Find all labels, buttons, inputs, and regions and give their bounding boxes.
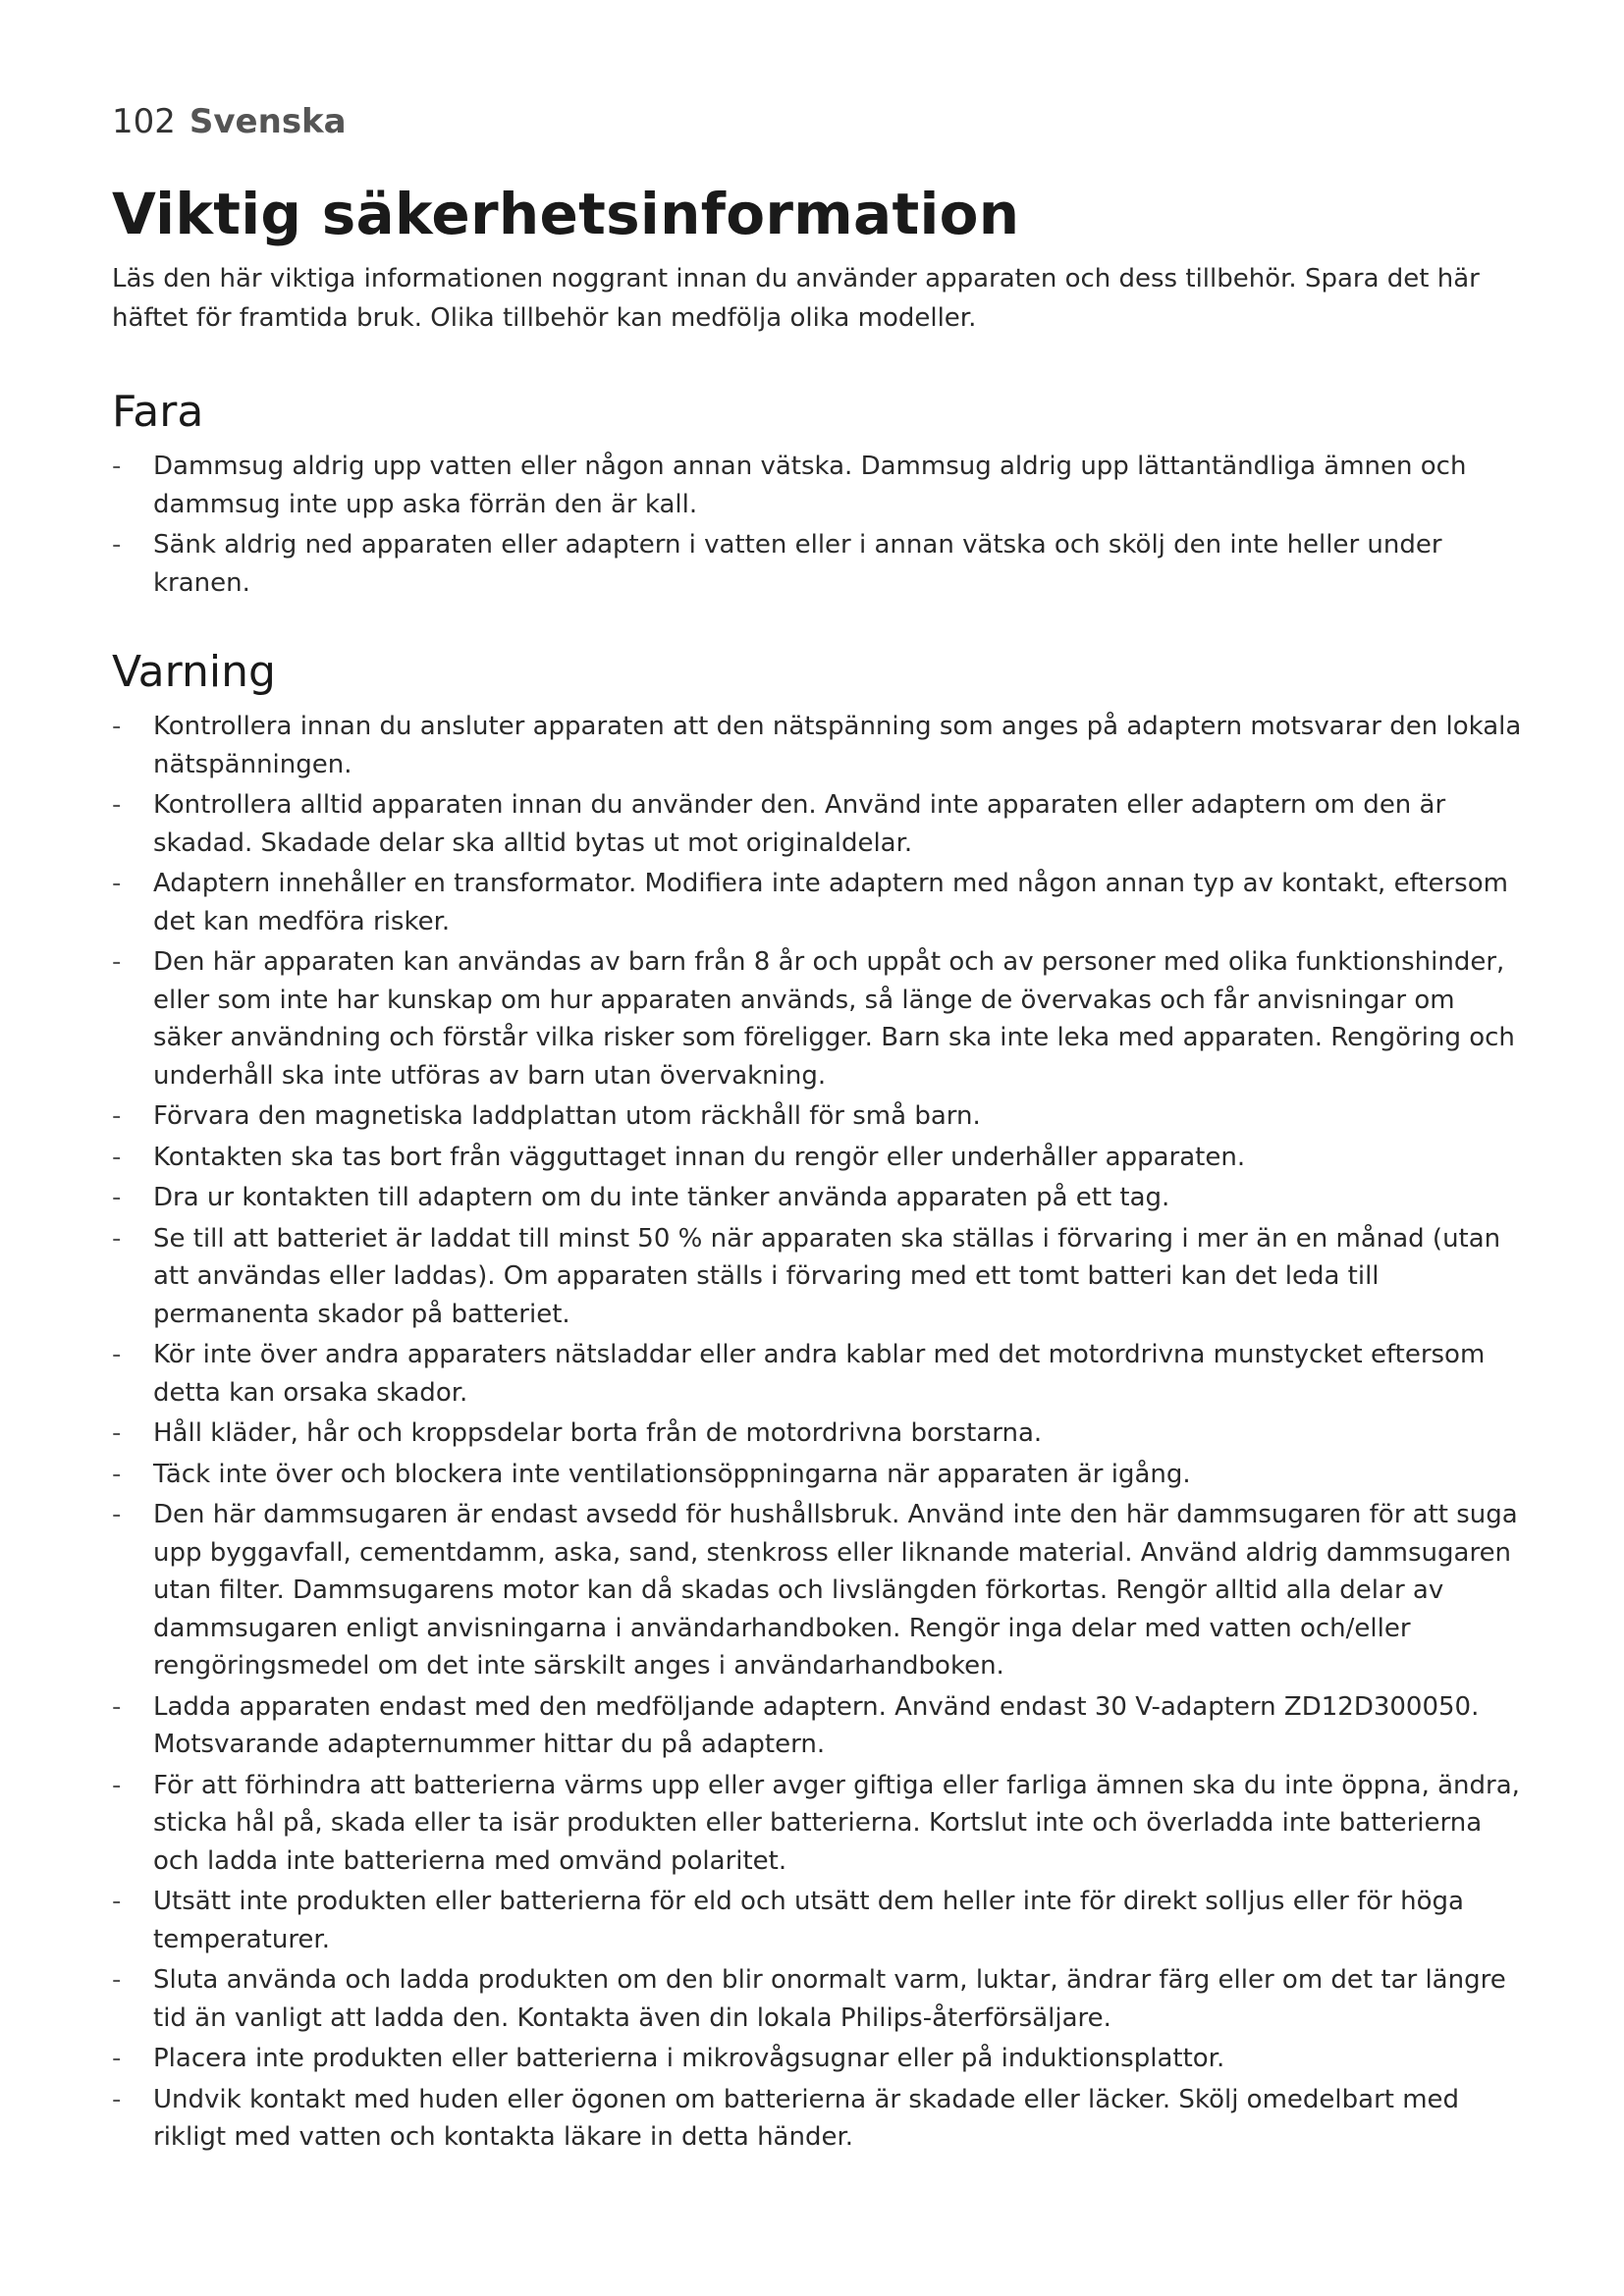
list-item-text: Kontrollera innan du ansluter apparaten att den nätspänning som anges på adaptern motsvarar den lokala nätspänningen. bbox=[153, 712, 1522, 779]
list-item bbox=[112, 1883, 1526, 1958]
list-item bbox=[112, 708, 1526, 783]
list-item bbox=[112, 1336, 1526, 1412]
list-item-text: Kör inte över andra apparaters nätsladdar eller andra kablar med det motordrivna munstycket eftersom detta kan orsaka skador. bbox=[153, 1340, 1486, 1408]
bullet-dash: - bbox=[112, 1500, 122, 1529]
bullet-dash: - bbox=[112, 1770, 122, 1800]
bullet-dash: - bbox=[112, 1340, 122, 1369]
running-header bbox=[112, 98, 1526, 145]
list-item-text: Se till att batteriet är laddat till minst 50 % när apparaten ska ställas i förvaring i mer än en månad (utan att användas eller laddas). Om apparaten ställs i förvaring med ett tomt batteri kan det leda till permanenta skador på batteriet. bbox=[153, 1223, 1501, 1329]
list-item bbox=[112, 786, 1526, 862]
list-item bbox=[112, 1688, 1526, 1764]
bullet-dash: - bbox=[112, 1459, 122, 1489]
list-item-text: Dammsug aldrig upp vatten eller någon annan vätska. Dammsug aldrig upp lättantändliga ämnen och dammsug inte upp aska förrän den är kall. bbox=[153, 452, 1467, 519]
list-item bbox=[112, 1496, 1526, 1685]
list-item bbox=[112, 865, 1526, 940]
bullet-dash: - bbox=[112, 1887, 122, 1916]
list-item-text: Kontrollera alltid apparaten innan du använder den. Använd inte apparaten eller adaptern om den är skadad. Skadade delar ska alltid bytas ut mot originaldelar. bbox=[153, 790, 1446, 858]
list-item-text: Undvik kontakt med huden eller ögonen om batterierna är skadade eller läcker. Skölj omedelbart med rikligt med vatten och kontakta läkare in detta händer. bbox=[153, 2084, 1460, 2152]
bullet-dash: - bbox=[112, 530, 122, 560]
list-item bbox=[112, 1415, 1526, 1453]
bullet-dash: - bbox=[112, 1223, 122, 1254]
page-number: 102 bbox=[112, 102, 176, 141]
list-item-text: Kontakten ska tas bort från vägguttaget innan du rengör eller underhåller apparaten. bbox=[153, 1142, 1246, 1172]
list-item bbox=[112, 943, 1526, 1095]
list-item-text: Ladda apparaten endast med den medföljande adaptern. Använd endast 30 V-adaptern ZD12D300050. Motsvarande adapternummer hittar du på adaptern. bbox=[153, 1691, 1480, 1759]
bullet-dash: - bbox=[112, 2084, 122, 2114]
list-item-text: Den här dammsugaren är endast avsedd för hushållsbruk. Använd inte den här dammsugaren för att suga upp byggavfall, cementdamm, aska, sand, stenkross eller liknande material. Använd aldrig dammsugaren utan filter. Dammsugarens motor kan då skadas och livslängden förkortas. Rengör alltid alla delar av dammsugaren enligt anvisningarna i användarhandboken. Rengör inga delar med vatten och/eller rengöringsmedel om det inte särskilt anges i användarhandboken. bbox=[153, 1500, 1518, 1681]
bullet-dash: - bbox=[112, 1142, 122, 1172]
list-item bbox=[112, 1179, 1526, 1217]
list-item-text: Adaptern innehåller en transformator. Modifiera inte adaptern med någon annan typ av kontakt, eftersom det kan medföra risker. bbox=[153, 869, 1508, 936]
bullet-dash: - bbox=[112, 869, 122, 898]
list-item-text: Sänk aldrig ned apparaten eller adaptern i vatten eller i annan vätska och skölj den inte heller under kranen. bbox=[153, 530, 1442, 598]
list-item-text: Täck inte över och blockera inte ventilationsöppningarna när apparaten är igång. bbox=[153, 1459, 1191, 1489]
list-item bbox=[112, 1097, 1526, 1136]
list-item bbox=[112, 2040, 1526, 2078]
bullet-dash: - bbox=[112, 2044, 122, 2073]
bullet-dash: - bbox=[112, 790, 122, 820]
list-item-text: Placera inte produkten eller batterierna i mikrovågsugnar eller på induktionsplattor. bbox=[153, 2044, 1225, 2073]
list-item bbox=[112, 1220, 1526, 1334]
bullet-dash: - bbox=[112, 1418, 122, 1448]
list-item bbox=[112, 2081, 1526, 2157]
list-item-text: För att förhindra att batterierna värms upp eller avger giftiga eller farliga ämnen ska du inte öppna, ändra, sticka hål på, skada eller ta isär produkten eller batterierna. Kortslut inte och överladda inte batterierna och ladda inte batterierna med omvänd polaritet. bbox=[153, 1770, 1520, 1876]
list-item bbox=[112, 448, 1526, 523]
list-item-text: Håll kläder, hår och kroppsdelar borta från de motordrivna borstarna. bbox=[153, 1418, 1043, 1448]
intro-paragraph: Läs den här viktiga informationen noggrant innan du använder apparaten och dess tillbehör. Spara det här häftet för framtida bruk. Olika tillbehör kan medfölja olika modeller. bbox=[112, 264, 1480, 333]
bullet-dash: - bbox=[112, 452, 122, 481]
bullet-dash: - bbox=[112, 947, 122, 977]
language-label: Svenska bbox=[189, 102, 347, 141]
list-item bbox=[112, 1961, 1526, 2037]
section-heading-fara: Fara bbox=[112, 387, 204, 437]
page-title: Viktig säkerhetsinformation bbox=[112, 181, 1020, 247]
list-item-text: Den här apparaten kan användas av barn från 8 år och uppåt och av personer med olika funktionshinder, eller som inte har kunskap om hur apparaten används, så länge de övervakas och får anvisningar om säker användning och förstår vilka risker som föreligger. Barn ska inte leka med apparaten. Rengöring och underhåll ska inte utföras av barn utan övervakning. bbox=[153, 947, 1515, 1091]
list-item-text: Sluta använda och ladda produkten om den blir onormalt varm, luktar, ändrar färg eller om det tar längre tid än vanligt att ladda den. Kontakta även din lokala Philips-återförsäljare. bbox=[153, 1965, 1506, 2033]
bullet-dash: - bbox=[112, 1691, 122, 1722]
list-item-text: Förvara den magnetiska laddplattan utom räckhåll för små barn. bbox=[153, 1101, 981, 1131]
bullet-dash: - bbox=[112, 1183, 122, 1212]
fara-list bbox=[112, 448, 1526, 602]
list-item bbox=[112, 1139, 1526, 1177]
list-item-text: Utsätt inte produkten eller batterierna för eld och utsätt dem heller inte för direkt solljus eller för höga temperaturer. bbox=[153, 1887, 1464, 1954]
bullet-dash: - bbox=[112, 712, 122, 741]
varning-list bbox=[112, 708, 1526, 2157]
section-heading-varning: Varning bbox=[112, 647, 276, 697]
list-item bbox=[112, 526, 1526, 602]
bullet-dash: - bbox=[112, 1965, 122, 1995]
document-page bbox=[112, 98, 1526, 2160]
list-item-text: Dra ur kontakten till adaptern om du inte tänker använda apparaten på ett tag. bbox=[153, 1183, 1170, 1212]
list-item bbox=[112, 1767, 1526, 1881]
list-item bbox=[112, 1456, 1526, 1494]
bullet-dash: - bbox=[112, 1101, 122, 1131]
